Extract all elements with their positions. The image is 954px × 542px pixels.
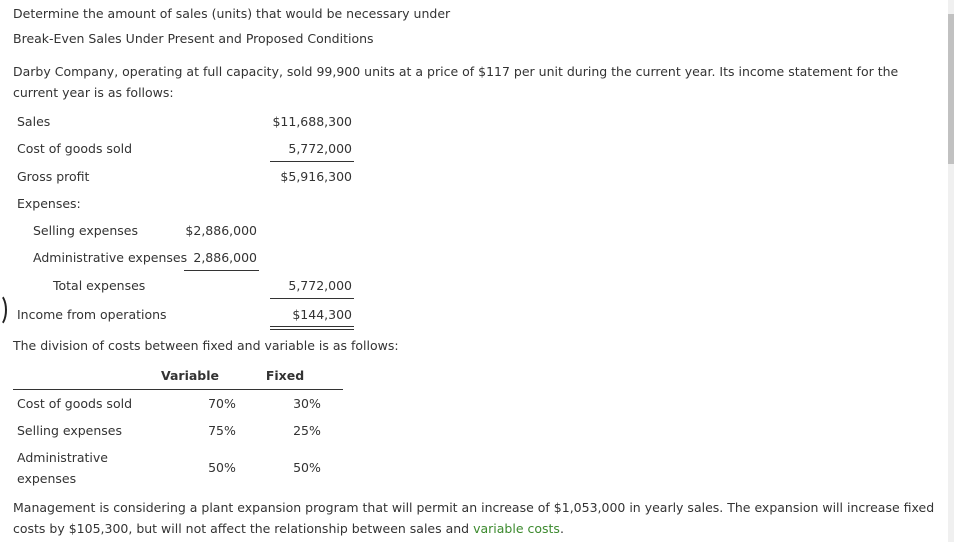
cogs-label: Cost of goods sold <box>17 141 133 156</box>
header-variable: Variable <box>160 368 220 383</box>
scrollbar-thumb[interactable] <box>948 14 954 164</box>
admin-expenses-value: 2,886,000 <box>193 250 257 265</box>
cogs-underline <box>270 161 354 162</box>
left-edge-arc <box>0 293 7 327</box>
row-admin-label-2: expenses <box>17 471 77 486</box>
sales-value: $11,688,300 <box>272 114 352 129</box>
management-paragraph <box>13 497 938 539</box>
management-end: . <box>559 521 564 536</box>
total-underline <box>270 298 354 299</box>
income-double-underline-bottom <box>270 329 354 330</box>
selling-expenses-label: Selling expenses <box>33 223 139 238</box>
income-double-underline-top <box>270 326 354 327</box>
prompt-line-1: Determine the amount of sales (units) that would be necessary under <box>13 6 451 21</box>
row-selling-variable: 75% <box>208 423 236 438</box>
admin-expenses-label: Administrative expenses <box>33 250 188 265</box>
admin-underline <box>184 270 259 271</box>
selling-expenses-value: $2,886,000 <box>185 223 257 238</box>
vertical-scrollbar[interactable] <box>948 0 954 542</box>
variable-costs-link[interactable]: variable costs <box>473 521 560 536</box>
income-from-operations-value: $144,300 <box>292 307 352 322</box>
income-from-operations-label: Income from operations <box>17 307 167 322</box>
row-selling-fixed: 25% <box>293 423 321 438</box>
row-admin-label-1: Administrative <box>17 450 108 465</box>
header-fixed: Fixed <box>265 368 305 383</box>
total-expenses-value: 5,772,000 <box>288 278 352 293</box>
row-admin-variable: 50% <box>208 460 236 475</box>
row-admin-fixed: 50% <box>293 460 321 475</box>
management-text: Management is considering a plant expansion program that will permit an increase of $1,053,000 in yearly sales. The expansion will increase fixed costs by $105,300, but will not affect the relationship between sales and <box>13 500 935 536</box>
sales-label: Sales <box>17 114 51 129</box>
row-cogs-fixed: 30% <box>293 396 321 411</box>
row-cogs-variable: 70% <box>208 396 236 411</box>
prompt-line-2: Break-Even Sales Under Present and Proposed Conditions <box>13 31 374 46</box>
gross-profit-label: Gross profit <box>17 169 90 184</box>
intro-paragraph: Darby Company, operating at full capacity, sold 99,900 units at a price of $117 per unit during the current year. Its income statement for the current year is as follows: <box>13 64 899 100</box>
row-cogs-label: Cost of goods sold <box>17 396 133 411</box>
division-intro: The division of costs between fixed and variable is as follows: <box>13 338 399 353</box>
table-header-rule <box>13 389 343 390</box>
row-selling-label: Selling expenses <box>17 423 123 438</box>
expenses-label: Expenses: <box>17 196 81 211</box>
total-expenses-label: Total expenses <box>53 278 146 293</box>
gross-profit-value: $5,916,300 <box>280 169 352 184</box>
cogs-value: 5,772,000 <box>288 141 352 156</box>
